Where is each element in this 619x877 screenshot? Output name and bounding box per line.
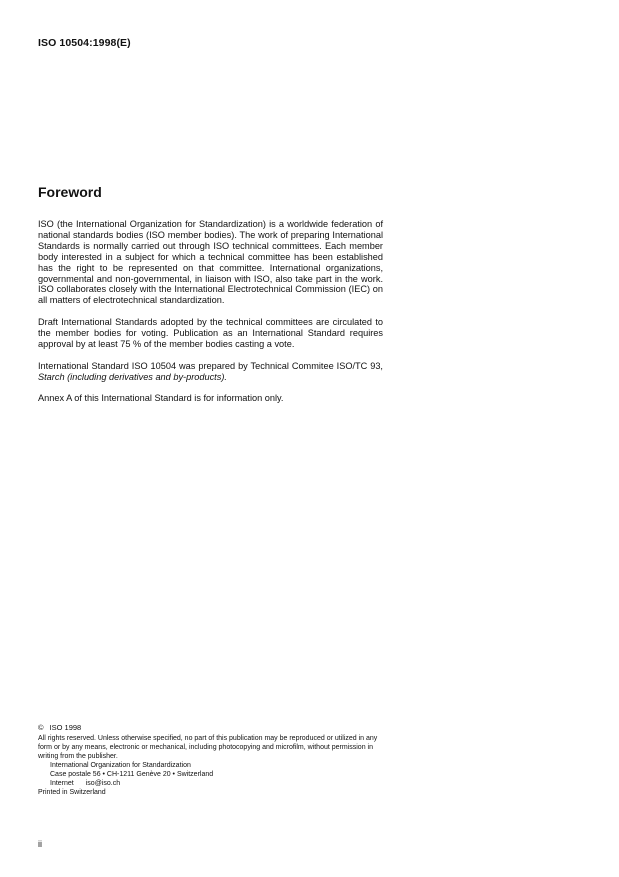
page-number: ii xyxy=(38,839,42,849)
internet-email: iso@iso.ch xyxy=(85,780,121,787)
foreword-paragraph-4: Annex A of this International Standard is for information only. xyxy=(38,393,284,404)
foreword-paragraph-1: ISO (the International Organization for Standardization) is a worldwide federation of national standards bodies (ISO member bodies). The work of preparing International Standards is normally carried out through ISO technical committees. Each member body interested in a subject for which a technical committee has been established has the right to be represented on that committee. International organizations, governmental and non-governmental, in liaison with ISO, also take part in the work. ISO collaborates closely with the International Electrotechnical Commission (IEC) on all matters of electrotechnical standardization. xyxy=(38,219,383,306)
foreword-paragraph-3-text: International Standard ISO 10504 was prepared by Technical Commitee ISO/TC 93, xyxy=(38,360,383,371)
printed-location: Printed in Switzerland xyxy=(38,789,106,796)
copyright-block xyxy=(38,723,388,797)
copyright-line xyxy=(38,723,388,732)
publisher-address xyxy=(38,761,388,788)
copyright-symbol: © xyxy=(38,723,44,732)
foreword-body xyxy=(38,219,383,415)
copyright-year: ISO 1998 xyxy=(49,723,82,732)
internet-label: Internet xyxy=(50,780,74,787)
organization-name: International Organization for Standardization xyxy=(50,762,191,769)
internet-line xyxy=(50,779,388,788)
organization-postal-address: Case postale 56 • CH-1211 Genève 20 • Switzerland xyxy=(50,771,214,778)
committee-title: Starch (including derivatives and by-products). xyxy=(38,371,227,382)
foreword-paragraph-2: Draft International Standards adopted by the technical committees are circulated to the member bodies for voting. Publication as an International Standard requires approval by at least 75 % of the member bodies casting a vote. xyxy=(38,317,383,349)
foreword-heading: Foreword xyxy=(38,184,102,200)
rights-statement: All rights reserved. Unless otherwise specified, no part of this publication may be reproduced or utilized in any form or by any means, electronic or mechanical, including photocopying and microfilm, without permission in writing from the publisher. xyxy=(38,735,378,760)
document-identifier: ISO 10504:1998(E) xyxy=(38,37,131,49)
foreword-paragraph-3 xyxy=(38,361,383,383)
